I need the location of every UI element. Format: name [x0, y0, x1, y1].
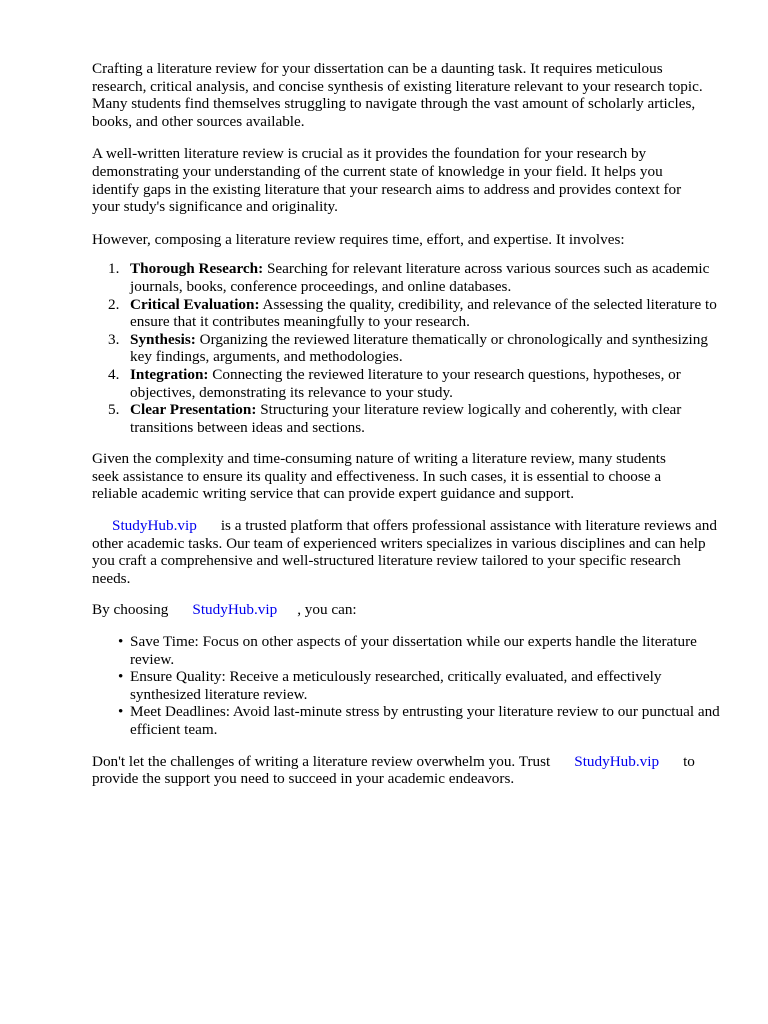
list-item: [108, 365, 718, 401]
choosing-text-after: , you can:: [297, 601, 357, 619]
closing-paragraph: [92, 753, 716, 788]
studyhub-link[interactable]: StudyHub.vip: [112, 517, 197, 535]
list-item: [108, 295, 718, 331]
step-text: Assessing the quality, credibility, and relevance of the selected literature to ensure that it contributes meaningfully to your research.: [130, 295, 717, 331]
body-paragraph-platform: [92, 517, 720, 587]
studyhub-link[interactable]: StudyHub.vip: [574, 752, 660, 770]
step-term: Critical Evaluation:: [130, 295, 260, 313]
step-term: Synthesis:: [130, 330, 196, 348]
list-number: 4.: [108, 365, 120, 383]
benefit-text: Ensure Quality: Receive a meticulously researched, critically evaluated, and effectively synthesized literature review.: [130, 668, 662, 703]
step-text: Connecting the reviewed literature to your research questions, hypotheses, or objectives, demonstrating its relevance to your study.: [130, 365, 681, 401]
list-item: [108, 260, 718, 295]
list-number: 3.: [108, 330, 120, 348]
step-term: Clear Presentation:: [130, 401, 257, 419]
list-item: [108, 401, 718, 436]
step-term: Integration:: [130, 365, 209, 383]
platform-text: is a trusted platform that offers professional assistance with literature reviews and other academic tasks. Our team of experienced writers specializes in various disciplines and can help you craft a comprehensive and well-structured literature review tailored to your specific research needs.: [92, 517, 717, 587]
body-paragraph-choosing: [92, 601, 720, 619]
list-item: [118, 668, 720, 703]
bullet-icon: •: [118, 668, 124, 686]
body-paragraph-assistance: Given the complexity and time-consuming nature of writing a literature review, many students seek assistance to ensure its quality and effectiveness. In such cases, it is essential to choose a reliable academic writing service that can provide expert guidance and support.: [92, 450, 666, 503]
bullet-icon: •: [118, 703, 124, 721]
intro-paragraph-2: A well-written literature review is crucial as it provides the foundation for your research by demonstrating your understanding of the current state of knowledge in your field. It helps you identify gaps in the existing literature that your research aims to address and provides context for your study's significance and originality.: [92, 145, 682, 216]
intro-paragraph-3: However, composing a literature review requires time, effort, and expertise. It involves:: [92, 230, 625, 248]
closing-text-before: Don't let the challenges of writing a literature review overwhelm you. Trust: [92, 752, 551, 770]
benefit-text: Meet Deadlines: Avoid last-minute stress by entrusting your literature review to our punctual and efficient team.: [130, 703, 720, 738]
step-text: Structuring your literature review logically and coherently, with clear transitions between ideas and sections.: [130, 401, 682, 436]
bullet-icon: •: [118, 633, 124, 651]
benefits-list: [92, 633, 720, 739]
closing-text-after: to provide the support you need to succeed in your academic endeavors.: [92, 752, 695, 788]
list-item: [118, 703, 720, 738]
steps-list: [92, 260, 720, 436]
list-number: 1.: [108, 260, 120, 278]
document-page: [92, 60, 720, 788]
step-term: Thorough Research:: [130, 260, 264, 278]
benefit-text: Save Time: Focus on other aspects of your dissertation while our experts handle the literature review.: [130, 633, 697, 668]
studyhub-link[interactable]: StudyHub.vip: [192, 601, 278, 619]
step-text: Organizing the reviewed literature thematically or chronologically and synthesizing key findings, arguments, and methodologies.: [130, 330, 708, 366]
choosing-text-before: By choosing: [92, 601, 169, 619]
list-number: 5.: [108, 401, 120, 419]
intro-paragraph-1: Crafting a literature review for your dissertation can be a daunting task. It requires meticulous research, critical analysis, and concise synthesis of existing literature relevant to your research topic. Many students find themselves struggling to navigate through the vast amount of scholarly articles, books, and other sources available.: [92, 60, 703, 130]
list-number: 2.: [108, 295, 120, 313]
list-item: [118, 633, 720, 668]
step-text: Searching for relevant literature across various sources such as academic journals, books, conference proceedings, and online databases.: [130, 260, 710, 295]
list-item: [108, 330, 718, 366]
